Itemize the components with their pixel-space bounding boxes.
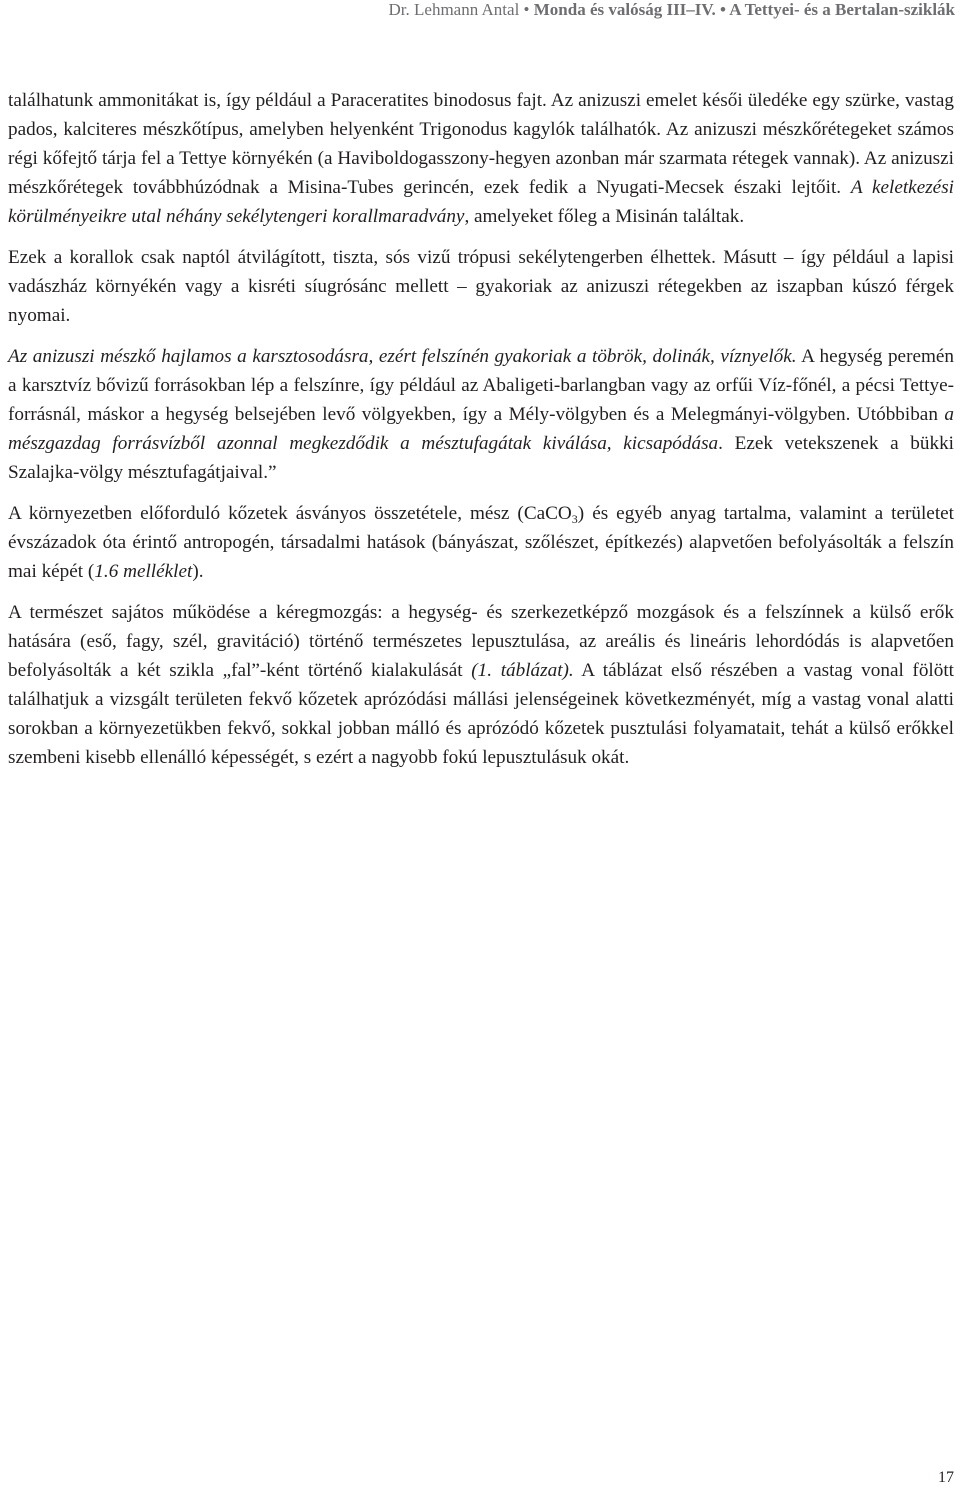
paragraph-4-text-end: ). [192, 561, 204, 582]
paragraph-1-text: találhatunk ammonitákat is, így például a Paraceratites binodosus fajt. Az anizuszi emelet késői üledéke egy szürke, vastag pados, kalciteres mészkőtípus, amelyben helyenként Trigonodus kagylók találhatók. Az anizuszi mészkőrétegeket számos régi kőfejtő tárja fel a Tettye környékén (a Haviboldogasszony-hegyen azonban már szarmata rétegek vannak). Az anizuszi mészkőrétegek továbbhúzódnak a Misina-Tubes gerincén, ezek fedik a Nyugati-Mecsek északi lejtőit. [8, 90, 954, 198]
paragraph-3-italic: Az anizuszi mészkő hajlamos a karsztosodásra, ezért felszínén gyakoriak a töbrök, dolinák, víznyelők. [8, 346, 797, 367]
subscript-3: 3 [571, 512, 578, 526]
paragraph-gap [8, 487, 954, 499]
paragraph-4-italic: 1.6 melléklet [94, 561, 193, 582]
header-separator: • [519, 0, 534, 19]
paragraph-3 [8, 342, 954, 487]
running-header [389, 0, 955, 20]
paragraph-5-text-end: A táblázat első részében a vastag vonal fölött találhatjuk a vizsgált területen fekvő kőzetek aprózódási mállási jelenségeinek következményét, míg a vastag vonal alatti sorokban a környezetükben fekvő, sokkal jobban málló és aprózódó kőzetek pusztulási folyamatait, tehát a külső erőkkel szembeni kisebb ellenálló képességét, s ezért a nagyobb fokú lepusztulásuk okát. [8, 660, 954, 768]
page-number: 17 [938, 1469, 954, 1486]
header-chapter-title: A Tettyei- és a Bertalan-sziklák [729, 0, 955, 19]
paragraph-5-italic: (1. táblázat). [471, 660, 574, 681]
body-text [8, 86, 954, 772]
paragraph-1-italic: A keletkezési körülményeikre utal néhány sekélytengeri korallmaradvány [8, 177, 954, 227]
paragraph-gap [8, 330, 954, 342]
paragraph-2 [8, 243, 954, 330]
paragraph-2-text: Ezek a korallok csak naptól átvilágított, tiszta, sós vizű trópusi sekélytengerben élhettek. Másutt – így például a lapisi vadászház környékén vagy a kisréti síugrósánc mellett – gyakoriak az anizuszi rétegekben az iszapban kúszó férgek nyomai. [8, 247, 954, 326]
header-book-title: Monda és valóság III–IV. [533, 0, 716, 19]
paragraph-gap [8, 231, 954, 243]
paragraph-gap [8, 586, 954, 598]
paragraph-3-text-end: . Ezek vetekszenek a bükki Szalajka-völgy mésztufagátjaival.” [8, 433, 954, 483]
header-author: Dr. Lehmann Antal [388, 0, 520, 19]
paragraph-5 [8, 598, 954, 772]
paragraph-1-text-end: , amelyeket főleg a Misinán találtak. [464, 206, 745, 227]
paragraph-3-text: A hegység peremén a karsztvíz bővizű forrásokban lép a felszínre, így például az Abaligeti-barlangban vagy az orfűi Víz-főnél, a pécsi Tettye-forrásnál, máskor a hegység belsejében levő völgyekben, így a Mély-völgyben és a Melegmányi-völgyben. Utóbbiban [8, 346, 955, 425]
paragraph-3-italic-2: a mészgazdag forrásvízből azonnal megkezdődik a mésztufagátak kiválása, kicsapódása [8, 404, 954, 454]
header-separator: • [715, 0, 730, 19]
paragraph-4-text: A környezetben előforduló kőzetek ásványos összetétele, mész (CaCO [8, 503, 572, 524]
paragraph-4-text-2: ) és egyéb anyag tartalma, valamint a területet évszázadok óta érintő antropogén, társadalmi hatások (bányászat, szőlészet, építkezés) alapvetően befolyásolták a felszín mai képét ( [8, 503, 954, 582]
paragraph-4 [8, 499, 954, 586]
paragraph-5-text: A természet sajátos működése a kéregmozgás: a hegység- és szerkezetképző mozgások és a felszínnek a külső erők hatására (eső, fagy, szél, gravitáció) történő természetes lepusztulása, az areális és lineáris lehordódás is alapvetően befolyásolták a két szikla „fal”-ként történő kialakulását [8, 602, 954, 681]
paragraph-1 [8, 86, 954, 231]
